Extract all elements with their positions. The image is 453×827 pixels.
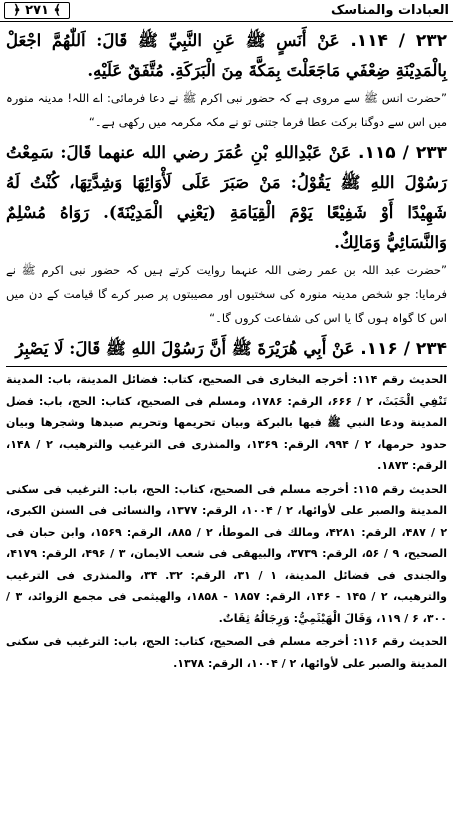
footnote-label: الحديث رقم ۱۱۶: <box>353 635 447 648</box>
footnote-115 <box>6 479 447 630</box>
hadith-233-translation: ”حضرت عبد اللہ بن عمر رضی اللہ عنہما روایت کرتے ہیں کہ حضور نبی اکرم ﷺ نے فرمایا: جو شخص مدینہ منورہ کی سختیوں اور مصیبتوں پر صبر کرے گا قیامت کے دن میں اس کا گواہ ہوں گا یا اس کی شفاعت کروں گا۔“ <box>6 263 447 325</box>
hadith-233-number: ۲۳۳ / ۱۱۵. <box>358 143 448 163</box>
hadith-233-arabic <box>6 138 447 258</box>
footnote-label: الحديث رقم ۱۱۴: <box>352 373 447 386</box>
footnote-text: أخرجه مسلم فى الصحيح، كتاب: الحج، باب: الترغيب فى سكنى المدينة والصبر على لأوائها، ۲ / ۱۰۰۴، الرقم: ۱۳۷۸. <box>6 635 447 670</box>
footnote-separator <box>6 366 447 367</box>
footnote-text: أخرجه البخارى فى الصحيح، كتاب: فضائل المدينة، باب: المدينة تَنْفِي الْخَبَثَ، ۲ / ۶۶۶، الرقم: ۱۷۸۶، ومسلم فى الصحيح، كتاب: الحج، باب: فضل المدينة ودعا النبي ﷺ فيها بالبركة وبيان تحريمها وتحريم صيدها وشجرها وبيان حدود حرمها، ۲ / ۹۹۴، الرقم: ۱۳۶۹، والمنذرى فى الترغيب والترهيب، ۲ / ۱۴۸، الرقم: ۱۸۷۳. <box>6 373 447 472</box>
hadith-234-arabic <box>6 334 447 364</box>
book-title: العبادات والمناسک <box>331 3 449 18</box>
hadith-232-number: ۲۳۲ / ۱۱۴. <box>350 31 448 51</box>
footnote-label: الحديث رقم ۱۱۵: <box>353 482 447 496</box>
page-number: ﴾ ۲۷۱ ﴿ <box>4 2 70 19</box>
footnotes <box>6 369 447 674</box>
footnote-116 <box>6 631 447 674</box>
hadith-234-number: ۲۳۴ / ۱۱۶. <box>360 339 447 359</box>
hadith-232-translation: ”حضرت انس ﷺ سے مروی ہے کہ حضور نبی اکرم ﷺ نے دعا فرمائی: اے اللہ! مدینہ منورہ میں اس سے دوگنا برکت عطا فرما جتنی تو نے مکہ مکرمہ میں رکھی ہے۔“ <box>6 91 447 129</box>
hadith-234-text: عَنْ أَبِي هُرَيْرَةَ ﷺ أَنَّ رَسُوْلَ اللهِ ﷺ قَالَ: لَا يَصْبِرُ <box>15 339 355 358</box>
footnote-text: أخرجه مسلم فى الصحيح، كتاب: الحج، باب: الترغيب فى سكنى المدينة والصبر على لأوائها، ۲ / ۱۰۰۴، الرقم: ۱۳۷۷، والنسائى فى السنن الكبرى، ۲ / ۴۸۷، الرقم: ۴۲۸۱، ومالك فى الموطأ، ۲ / ۸۸۵، الرقم: ۱۵۶۹، وابن حبان فى الصحيح، ۹ / ۵۶، الرقم: ۳۷۳۹، والبيهقى فى شعب الايمان، ۳ / ۴۹۶، الرقم: ۴۱۷۹، والجندى فى فضائل المدينة، ۱ / ۳۱، الرقم: ۳۲. ۳۴، والمنذرى فى الترغيب والترهيب، ۲ / ۱۴۵ - ۱۴۶، الرقم: ۱۸۵۷ - ۱۸۵۸، والهيثمى فى مجمع الزوائد، ۳ / ۳۰۰، ۶ / ۱۱۹، وَقَالَ الْهَيْثَمِيُّ: وَرِجَالُهُ ثِقَاتٌ. <box>6 482 448 625</box>
hadith-233-text: عَنْ عَبْدِاللهِ بْنِ عُمَرَ رضي الله عنهما قَالَ: سَمِعْتُ رَسُوْلَ اللهِ ﷺ يَقُوْلُ: مَنْ صَبَرَ عَلَى لَأْوَائِهَا وَشِدَّتِهَا، كُنْتُ لَهُ شَهِيْدًا أَوْ شَفِيْعًا يَوْمَ الْقِيَامَةِ (يَعْنِي الْمَدِيْنَةَ). رَوَاهُ مُسْلِمٌ وَالنَّسَائِيُّ وَمَالِكٌ. <box>6 143 447 252</box>
page-header <box>0 0 453 22</box>
hadith-232-arabic <box>6 26 447 86</box>
page-body <box>6 26 447 676</box>
footnote-114 <box>6 369 447 477</box>
hadith-232-text: عَنْ أَنَسٍ ﷺ عَنِ النَّبِيِّ ﷺ قَالَ: اَللّٰهُمَّ اجْعَلْ بِالْمَدِيْنَةِ ضِعْفَي مَاجَعَلْتَ بِمَكَّةَ مِنَ الْبَرَكَةِ. مُتَّفَقٌ عَلَيْهِ. <box>6 31 447 80</box>
